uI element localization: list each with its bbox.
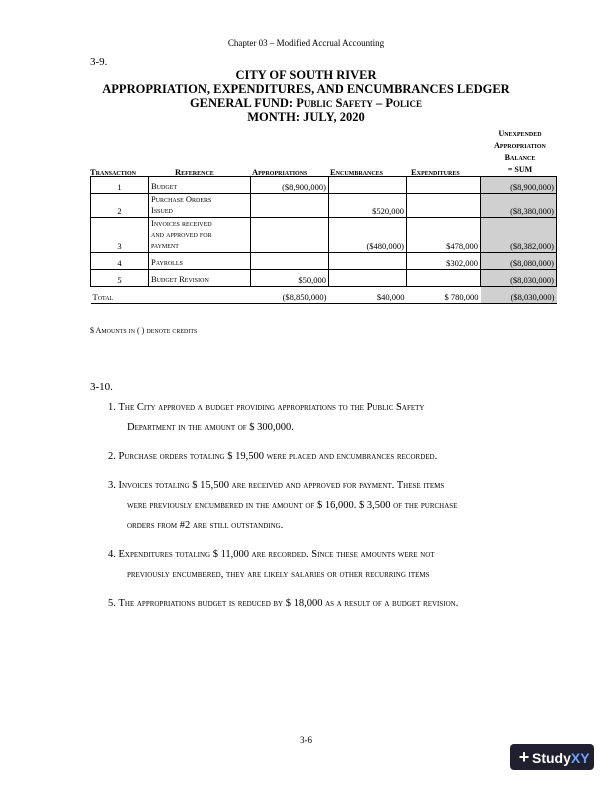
answer-list (108, 398, 578, 623)
appropriations-cell (251, 218, 329, 253)
ledger-total-row (91, 287, 557, 304)
column-header-encumbrances: Encumbrances (330, 167, 384, 177)
txn-cell: 5 (91, 270, 149, 287)
total-label: Total (91, 287, 149, 304)
column-header-reference: Reference (175, 167, 214, 177)
reference-line: Issued (151, 205, 173, 215)
answer-line: were previously encumbered in the amount of $ 16,000. $ 3,500 of the purchase (127, 500, 458, 511)
expenditures-cell: $478,000 (407, 218, 481, 253)
expenditures-cell (407, 194, 481, 218)
badge-text-study: Study (532, 750, 571, 766)
reference-cell (149, 253, 251, 270)
answer-number: 4. (108, 549, 116, 560)
answer-item (108, 476, 578, 536)
reference-line: Budget (151, 181, 177, 191)
ledger-title-city: CITY OF SOUTH RIVER (235, 68, 377, 82)
answer-item (108, 398, 578, 438)
encumbrances-cell: ($480,000) (329, 218, 407, 253)
uab-header-line1: Unexpended (498, 129, 542, 138)
txn-cell: 3 (91, 218, 149, 253)
column-header-transaction: Transaction (90, 167, 137, 177)
ledger-row (91, 218, 557, 253)
total-appropriations: ($8,850,000) (251, 287, 329, 304)
problem-number-3-10: 3-10. (90, 381, 113, 393)
reference-line: Invoices received (151, 218, 212, 228)
answer-number: 2. (108, 451, 116, 462)
fund-title-text: GENERAL FUND: Public Safety – Police (189, 96, 423, 110)
balance-cell: ($8,900,000) (481, 177, 557, 194)
balance-cell: ($8,030,000) (481, 270, 557, 287)
total-expenditures: $ 780,000 (407, 287, 481, 304)
answer-item (108, 545, 578, 585)
ledger-title-month: MONTH: JULY, 2020 (247, 110, 365, 124)
encumbrances-cell (329, 253, 407, 270)
ledger-title-fund (0, 96, 612, 110)
expenditures-cell (407, 177, 481, 194)
ledger-row (91, 194, 557, 218)
answer-item (108, 447, 578, 467)
badge-text-xy: XY (570, 750, 590, 766)
total-encumbrances: $40,000 (329, 287, 407, 304)
expenditures-cell (407, 270, 481, 287)
balance-cell: ($8,382,000) (481, 218, 557, 253)
reference-line: Budget Revision (151, 274, 209, 284)
reference-cell (149, 177, 251, 194)
answer-line: Department in the amount of $ 300,000. (127, 422, 294, 433)
reference-cell (149, 194, 251, 218)
encumbrances-cell (329, 270, 407, 287)
ledger-row (91, 253, 557, 270)
reference-line: and approved for (151, 229, 212, 239)
txn-cell: 1 (91, 177, 149, 194)
uab-header-line2: Appropriation (494, 141, 546, 150)
reference-cell (149, 270, 251, 287)
txn-cell: 4 (91, 253, 149, 270)
txn-cell: 2 (91, 194, 149, 218)
reference-line: payment (151, 240, 179, 250)
problem-number-3-9: 3-9. (90, 56, 108, 68)
appropriations-cell: ($8,900,000) (251, 177, 329, 194)
credits-note: $ Amounts in ( ) denote credits (90, 326, 198, 335)
answer-item (108, 594, 578, 614)
plus-icon: + (518, 747, 530, 767)
column-header-expenditures: Expenditures (411, 167, 460, 177)
ledger-table (90, 176, 557, 304)
encumbrances-cell (329, 177, 407, 194)
ledger-row (91, 177, 557, 194)
appropriations-cell (251, 194, 329, 218)
page-number: 3-6 (300, 735, 312, 745)
answer-line: Purchase orders totaling $ 19,500 were placed and encumbrances recorded. (118, 451, 438, 462)
answer-line: Invoices totaling $ 15,500 are received and approved for payment. These items (118, 480, 445, 491)
answer-line: previously encumbered, they are likely salaries or other recurring items (127, 569, 430, 580)
total-spacer (149, 287, 251, 304)
reference-line: Purchase Orders (151, 194, 212, 204)
expenditures-cell: $302,000 (407, 253, 481, 270)
uab-header-line3: Balance (504, 153, 536, 162)
uab-header-line4: = SUM (507, 165, 533, 174)
answer-line: The City approved a budget providing appropriations to the Public Safety (118, 402, 425, 413)
encumbrances-cell: $520,000 (329, 194, 407, 218)
balance-cell: ($8,380,000) (481, 194, 557, 218)
answer-line: Expenditures totaling $ 11,000 are recorded. Since these amounts were not (118, 549, 435, 560)
answer-line: The appropriations budget is reduced by $ 18,000 as a result of a budget revision. (118, 598, 459, 609)
column-header-appropriations: Appropriations (252, 167, 308, 177)
appropriations-cell (251, 253, 329, 270)
answer-number: 3. (108, 480, 116, 491)
answer-number: 1. (108, 402, 116, 413)
ledger-title-name: APPROPRIATION, EXPENDITURES, AND ENCUMBRANCES LEDGER (102, 82, 510, 96)
reference-cell (149, 218, 251, 253)
balance-cell: ($8,080,000) (481, 253, 557, 270)
reference-line: Payrolls (151, 257, 183, 267)
appropriations-cell: $50,000 (251, 270, 329, 287)
page-header: Chapter 03 – Modified Accrual Accounting (227, 38, 385, 48)
answer-line: orders from #2 are still outstanding. (127, 520, 284, 531)
total-balance: ($8,030,000) (481, 287, 557, 304)
ledger-row (91, 270, 557, 287)
studyxy-badge[interactable] (510, 744, 594, 770)
answer-number: 5. (108, 598, 116, 609)
